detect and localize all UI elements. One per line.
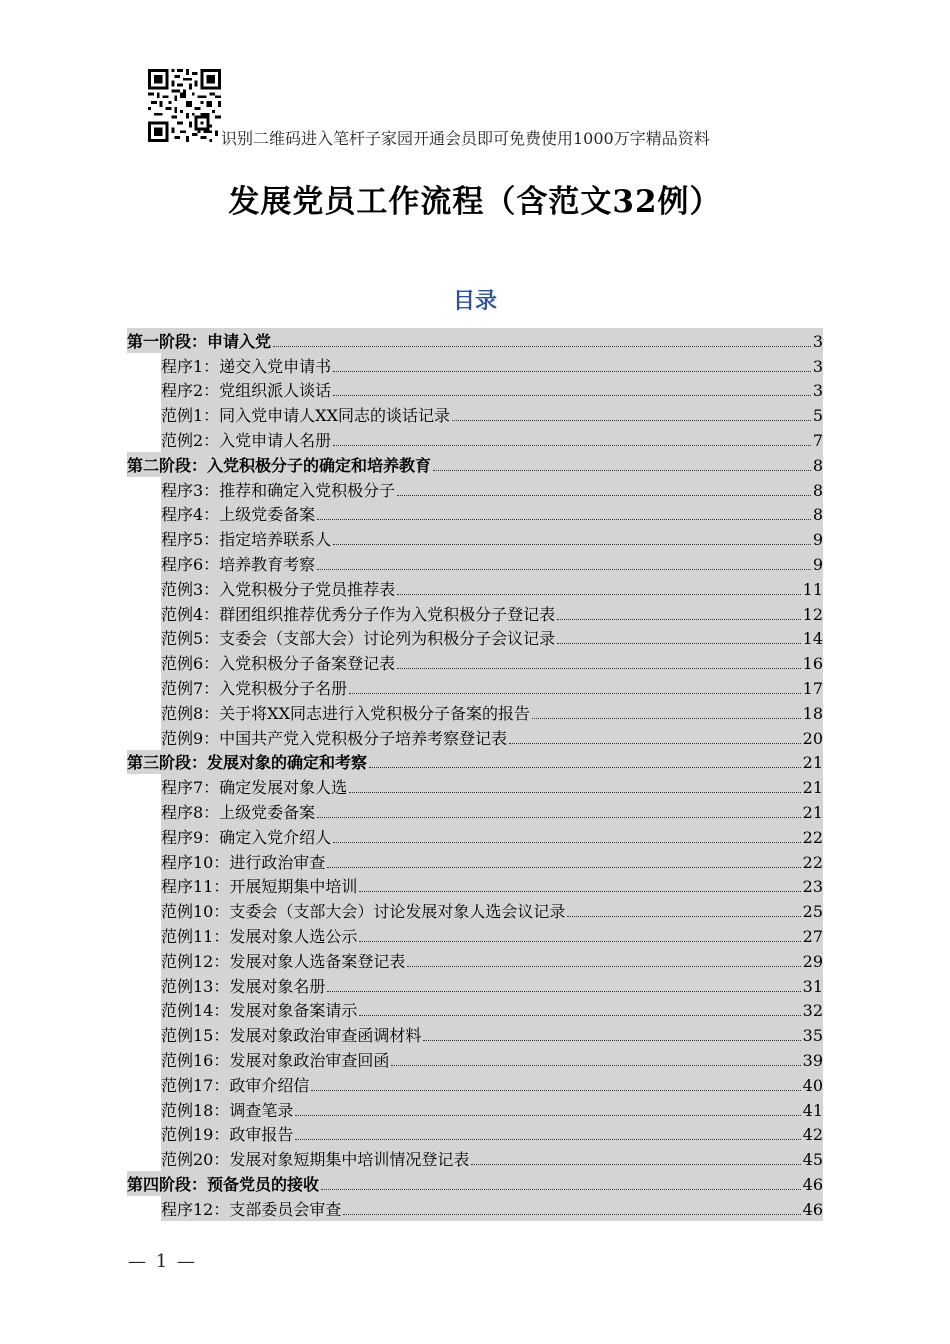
toc-entry[interactable] [161,1097,823,1122]
toc-dot-leader [391,1065,800,1066]
toc-entry-page: 9 [812,554,823,574]
toc-entry[interactable] [161,353,823,378]
toc-dot-leader [433,470,811,471]
toc-entry-page: 12 [802,604,823,624]
toc-entry-label: 程序6：培养教育考察 [161,554,316,574]
toc-dot-leader [317,817,800,818]
toc-entry[interactable] [161,526,823,551]
toc-entry[interactable] [161,378,823,403]
toc-entry[interactable] [161,774,823,799]
toc-entry-label: 程序10：进行政治审查 [161,852,326,872]
toc-entry[interactable] [161,576,823,601]
toc-entry-label: 范例18：调查笔录 [161,1100,294,1120]
toc-entry-label: 程序1：递交入党申请书 [161,356,332,376]
toc-entry-label: 第二阶段：入党积极分子的确定和培养教育 [127,455,432,475]
toc-entry-label: 第四阶段：预备党员的接收 [127,1174,320,1194]
toc-entry-label: 范例8：关于将XX同志进行入党积极分子备案的报告 [161,703,530,723]
toc-entry[interactable] [161,849,823,874]
toc-entry[interactable] [161,1146,823,1171]
toc-entry[interactable] [161,477,823,502]
toc-entry-label: 程序7：确定发展对象人选 [161,778,348,798]
toc-dot-leader [423,1040,800,1041]
toc-entry-page: 21 [802,802,823,822]
toc-entry[interactable] [161,675,823,700]
toc-dot-leader [532,718,801,719]
toc-dot-leader [359,1015,800,1016]
toc-dot-leader [311,1090,800,1091]
toc-dot-leader [273,346,811,347]
toc-entry-page: 35 [802,1026,823,1046]
toc-dot-leader [295,1115,800,1116]
toc-dot-leader [452,420,811,421]
toc-entry-label: 范例20：发展对象短期集中培训情况登记表 [161,1150,470,1170]
toc-entry[interactable] [161,1022,823,1047]
toc-dot-leader [333,842,800,843]
toc-entry-label: 范例14：发展对象备案请示 [161,1001,358,1021]
toc-entry-label: 范例10：支委会（支部大会）讨论发展对象人选会议记录 [161,902,566,922]
toc-entry-page: 11 [802,579,823,599]
toc-entry-page: 27 [802,926,823,946]
toc-dot-leader [509,743,800,744]
promo-text: 识别二维码进入笔杆子家园开通会员即可免费使用1000万字精品资料 [221,129,710,148]
toc-dot-leader [333,395,811,396]
toc-entry-page: 3 [812,331,823,351]
table-of-contents [127,328,823,1221]
toc-entry-label: 程序11：开展短期集中培训 [161,877,358,897]
toc-entry[interactable] [161,502,823,527]
toc-entry-label: 范例5：支委会（支部大会）讨论列为积极分子会议记录 [161,629,556,649]
toc-dot-leader [397,668,800,669]
toc-entry-label: 第三阶段：发展对象的确定和考察 [127,753,368,773]
toc-entry-page: 8 [812,505,823,525]
toc-entry-page: 16 [802,654,823,674]
toc-entry-page: 39 [802,1050,823,1070]
toc-entry-label: 程序2：党组织派人谈话 [161,381,332,401]
toc-entry[interactable] [161,874,823,899]
toc-dot-leader [349,693,800,694]
toc-entry-label: 范例12：发展对象人选备案登记表 [161,951,406,971]
toc-entry-page: 17 [802,678,823,698]
toc-dot-leader [369,767,801,768]
toc-dot-leader [349,792,800,793]
toc-entry-label: 范例4：群团组织推荐优秀分子作为入党积极分子登记表 [161,604,556,624]
toc-entry-label: 第一阶段：申请入党 [127,331,272,351]
toc-entry[interactable] [161,700,823,725]
toc-dot-leader [397,594,800,595]
toc-dot-leader [295,1139,800,1140]
toc-dot-leader [567,916,800,917]
toc-entry-page: 46 [802,1199,823,1219]
toc-stage-entry[interactable] [127,452,823,477]
toc-entry[interactable] [161,626,823,651]
toc-entry-page: 22 [802,852,823,872]
toc-entry-page: 20 [802,728,823,748]
toc-entry-label: 程序3：推荐和确定入党积极分子 [161,480,396,500]
toc-dot-leader [317,569,811,570]
toc-entry[interactable] [161,725,823,750]
toc-entry[interactable] [161,824,823,849]
toc-dot-leader [327,991,800,992]
toc-entry-label: 程序8：上级党委备案 [161,802,316,822]
toc-dot-leader [327,867,800,868]
toc-entry[interactable] [161,998,823,1023]
toc-dot-leader [471,1164,800,1165]
toc-entry-label: 范例2：入党申请人名册 [161,430,332,450]
toc-entry-page: 18 [802,703,823,723]
toc-entry-page: 21 [802,778,823,798]
toc-entry-label: 范例15：发展对象政治审查函调材料 [161,1026,422,1046]
toc-entry-label: 范例13：发展对象名册 [161,976,326,996]
toc-entry[interactable] [161,551,823,576]
toc-entry-label: 程序5：指定培养联系人 [161,530,332,550]
toc-entry[interactable] [161,1122,823,1147]
toc-entry-page: 23 [802,877,823,897]
toc-entry-label: 范例9：中国共产党入党积极分子培养考察登记表 [161,728,508,748]
toc-entry-page: 21 [802,753,823,773]
toc-entry-label: 程序4：上级党委备案 [161,505,316,525]
toc-entry-page: 9 [812,530,823,550]
page-number: — 1 — [128,1251,197,1272]
toc-stage-entry[interactable] [127,1171,823,1196]
toc-entry-label: 范例3：入党积极分子党员推荐表 [161,579,396,599]
toc-entry-label: 范例16：发展对象政治审查回函 [161,1050,390,1070]
toc-entry-label: 范例1：同入党申请人XX同志的谈话记录 [161,406,450,426]
toc-entry-label: 程序9：确定入党介绍人 [161,827,332,847]
toc-entry-label: 范例17：政审介绍信 [161,1075,310,1095]
toc-dot-leader [557,619,800,620]
toc-entry-page: 7 [812,430,823,450]
toc-entry-label: 范例11：发展对象人选公示 [161,926,358,946]
toc-entry[interactable] [161,1196,823,1221]
toc-entry-label: 程序12：支部委员会审查 [161,1199,342,1219]
toc-dot-leader [317,519,811,520]
toc-dot-leader [333,445,811,446]
toc-entry[interactable] [161,799,823,824]
toc-entry-page: 22 [802,827,823,847]
toc-dot-leader [333,371,811,372]
toc-entry[interactable] [161,1072,823,1097]
toc-entry-page: 40 [802,1075,823,1095]
toc-entry-page: 41 [802,1100,823,1120]
toc-dot-leader [343,1214,800,1215]
toc-dot-leader [321,1189,801,1190]
toc-stage-entry[interactable] [127,328,823,353]
toc-dot-leader [359,941,800,942]
toc-entry-page: 14 [802,629,823,649]
toc-entry[interactable] [161,973,823,998]
toc-entry-label: 范例6：入党积极分子备案登记表 [161,654,396,674]
toc-dot-leader [557,643,800,644]
toc-entry-page: 32 [802,1001,823,1021]
toc-entry[interactable] [161,427,823,452]
toc-entry-page: 8 [812,455,823,475]
toc-entry[interactable] [161,650,823,675]
toc-entry[interactable] [161,948,823,973]
toc-heading: 目录 [452,288,497,314]
toc-entry-page: 3 [812,356,823,376]
toc-stage-entry[interactable] [127,750,823,775]
qr-code-icon [148,69,221,142]
toc-entry[interactable] [161,923,823,948]
toc-entry[interactable] [161,1047,823,1072]
toc-entry-label: 范例19：政审报告 [161,1125,294,1145]
document-title: 发展党员工作流程（含范文32例） [228,184,722,220]
toc-entry-page: 31 [802,976,823,996]
toc-entry-page: 45 [802,1150,823,1170]
toc-entry-page: 5 [812,406,823,426]
toc-entry-page: 3 [812,381,823,401]
toc-entry[interactable] [161,898,823,923]
toc-entry-page: 46 [802,1174,823,1194]
toc-dot-leader [333,544,811,545]
toc-entry-page: 42 [802,1125,823,1145]
toc-dot-leader [397,495,811,496]
toc-entry[interactable] [161,402,823,427]
toc-dot-leader [407,966,800,967]
toc-entry-page: 29 [802,951,823,971]
toc-dot-leader [359,891,800,892]
toc-entry[interactable] [161,601,823,626]
toc-entry-page: 8 [812,480,823,500]
toc-entry-label: 范例7：入党积极分子名册 [161,678,348,698]
toc-entry-page: 25 [802,902,823,922]
